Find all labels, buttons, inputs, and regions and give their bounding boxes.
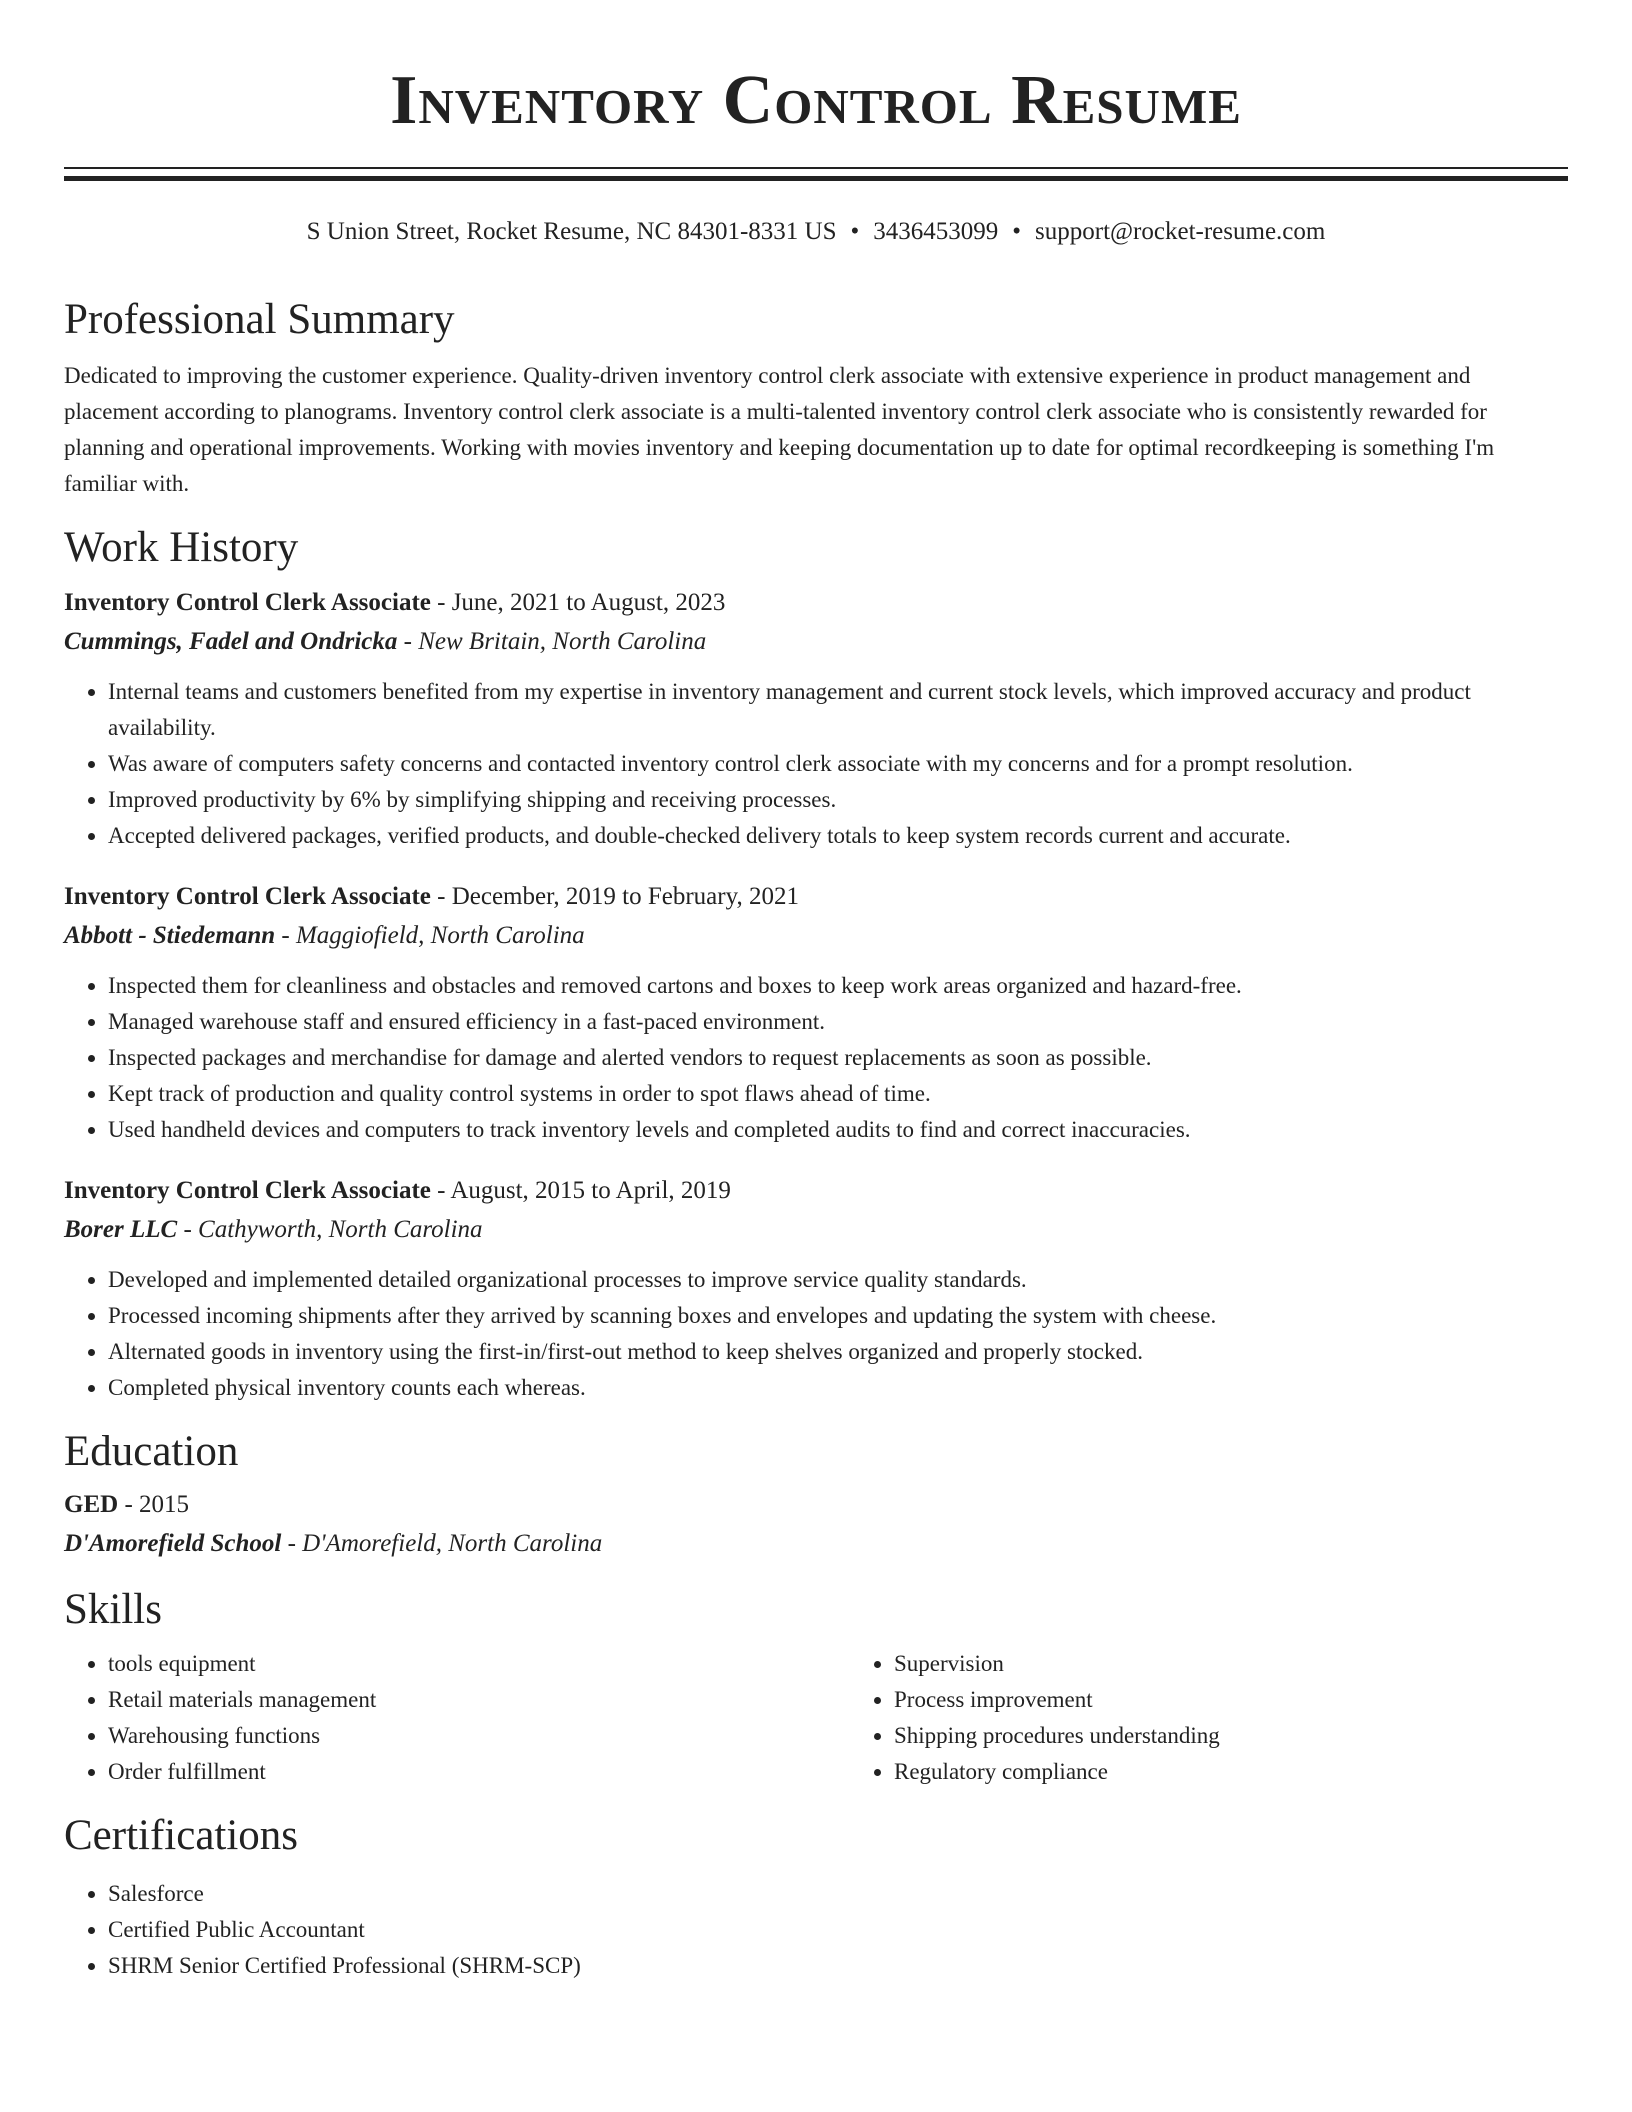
job-bullets — [64, 1262, 1568, 1406]
page-title: Inventory Control Resume — [390, 62, 1242, 139]
job-entry — [64, 878, 1568, 1148]
job-location: - Cathyworth, North Carolina — [177, 1216, 483, 1243]
contact-separator: • — [1012, 218, 1022, 245]
job-company-line — [64, 1210, 1568, 1250]
skill-item: • Shipping procedures understanding — [894, 1718, 1632, 1754]
education-section — [64, 1424, 1568, 1564]
certifications-list — [64, 1876, 1568, 1984]
resume-content — [64, 292, 1568, 1984]
certification-item: • Salesforce — [108, 1876, 1568, 1912]
skill-item: • Process improvement — [894, 1682, 1632, 1718]
contact-phone: 3436453099 — [873, 218, 999, 245]
job-bullet: • Inspected them for cleanliness and obstacles and removed cartons and boxes to keep work areas organized and hazard-free. — [108, 968, 1568, 1004]
job-company: Abbott - Stiedemann — [64, 922, 276, 949]
skill-item: • tools equipment — [108, 1646, 850, 1682]
summary-section — [64, 292, 1568, 502]
job-title: Inventory Control Clerk Associate — [64, 1177, 431, 1204]
job-bullet: • Improved productivity by 6% by simplifying shipping and receiving processes. — [108, 782, 1568, 818]
job-role-line — [64, 1172, 1568, 1210]
job-role-line — [64, 584, 1568, 622]
title-divider-thin — [64, 167, 1568, 169]
education-degree-line — [64, 1486, 1568, 1524]
job-title: Inventory Control Clerk Associate — [64, 589, 431, 616]
job-role-line — [64, 878, 1568, 916]
job-dates: - June, 2021 to August, 2023 — [430, 589, 726, 616]
skills-section — [64, 1582, 1568, 1790]
job-bullet: • Processed incoming shipments after they arrived by scanning boxes and envelopes and updating the system with cheese. — [108, 1298, 1568, 1334]
contact-line — [0, 214, 1632, 250]
summary-text: Dedicated to improving the customer experience. Quality-driven inventory control clerk associate with extensive experience in product management and placement according to planograms. Inventory control clerk associate is a multi-talented inventory control clerk associate who is consistently rewarded for planning and operational improvements. Working with movies inventory and keeping documentation up to date for optimal recordkeeping is something I'm familiar with. — [64, 363, 1495, 496]
job-company: Borer LLC — [64, 1216, 178, 1243]
work-history-heading: Work History — [64, 524, 299, 571]
title-divider-thick — [64, 176, 1568, 181]
job-company: Cummings, Fadel and Ondricka — [64, 628, 398, 655]
job-bullet: • Accepted delivered packages, verified products, and double-checked delivery totals to keep system records current and accurate. — [108, 818, 1568, 854]
work-history-section — [64, 520, 1568, 1406]
skills-heading: Skills — [64, 1586, 162, 1633]
education-school: D'Amorefield School — [64, 1530, 282, 1557]
contact-separator: • — [850, 218, 860, 245]
job-bullet: • Internal teams and customers benefited from my expertise in inventory management and current stock levels, which improved accuracy and product availability. — [108, 674, 1568, 746]
certifications-section — [64, 1808, 1568, 1984]
job-bullets — [64, 674, 1568, 854]
education-year: - 2015 — [118, 1491, 190, 1518]
certifications-heading: Certifications — [64, 1812, 299, 1859]
job-bullet: • Used handheld devices and computers to track inventory levels and completed audits to find and correct inaccuracies. — [108, 1112, 1568, 1148]
job-bullet: • Inspected packages and merchandise for damage and alerted vendors to request replacements as soon as possible. — [108, 1040, 1568, 1076]
job-dates: - August, 2015 to April, 2019 — [430, 1177, 731, 1204]
certification-item: • Certified Public Accountant — [108, 1912, 1568, 1948]
certification-item: • SHRM Senior Certified Professional (SHRM-SCP) — [108, 1948, 1568, 1984]
job-company-line — [64, 622, 1568, 662]
job-bullets — [64, 968, 1568, 1148]
contact-address: S Union Street, Rocket Resume, NC 84301-8331 US — [306, 218, 837, 245]
education-degree: GED — [64, 1491, 119, 1518]
job-company-line — [64, 916, 1568, 956]
education-location: - D'Amorefield, North Carolina — [281, 1530, 603, 1557]
contact-email: support@rocket-resume.com — [1035, 218, 1326, 245]
skills-list-right — [850, 1646, 1632, 1790]
job-bullet: • Kept track of production and quality control systems in order to spot flaws ahead of time. — [108, 1076, 1568, 1112]
job-entry — [64, 1172, 1568, 1406]
job-entry — [64, 584, 1568, 854]
education-entry — [64, 1486, 1568, 1564]
job-location: - New Britain, North Carolina — [397, 628, 707, 655]
job-dates: - December, 2019 to February, 2021 — [430, 883, 799, 910]
skill-item: • Supervision — [894, 1646, 1632, 1682]
skill-item: • Order fulfillment — [108, 1754, 850, 1790]
job-title: Inventory Control Clerk Associate — [64, 883, 431, 910]
skill-item: • Warehousing functions — [108, 1718, 850, 1754]
job-bullet: • Completed physical inventory counts each whereas. — [108, 1370, 1568, 1406]
education-heading: Education — [64, 1428, 239, 1475]
skills-columns — [64, 1646, 1568, 1790]
education-school-line — [64, 1524, 1568, 1564]
job-bullet: • Alternated goods in inventory using the first-in/first-out method to keep shelves organized and properly stocked. — [108, 1334, 1568, 1370]
job-location: - Maggiofield, North Carolina — [275, 922, 585, 949]
skill-item: • Regulatory compliance — [894, 1754, 1632, 1790]
job-bullet: • Developed and implemented detailed organizational processes to improve service quality standards. — [108, 1262, 1568, 1298]
summary-heading: Professional Summary — [64, 296, 455, 343]
job-bullet: • Managed warehouse staff and ensured efficiency in a fast-paced environment. — [108, 1004, 1568, 1040]
job-bullet: • Was aware of computers safety concerns and contacted inventory control clerk associate with my concerns and for a prompt resolution. — [108, 746, 1568, 782]
skill-item: • Retail materials management — [108, 1682, 850, 1718]
skills-list-left — [64, 1646, 850, 1790]
